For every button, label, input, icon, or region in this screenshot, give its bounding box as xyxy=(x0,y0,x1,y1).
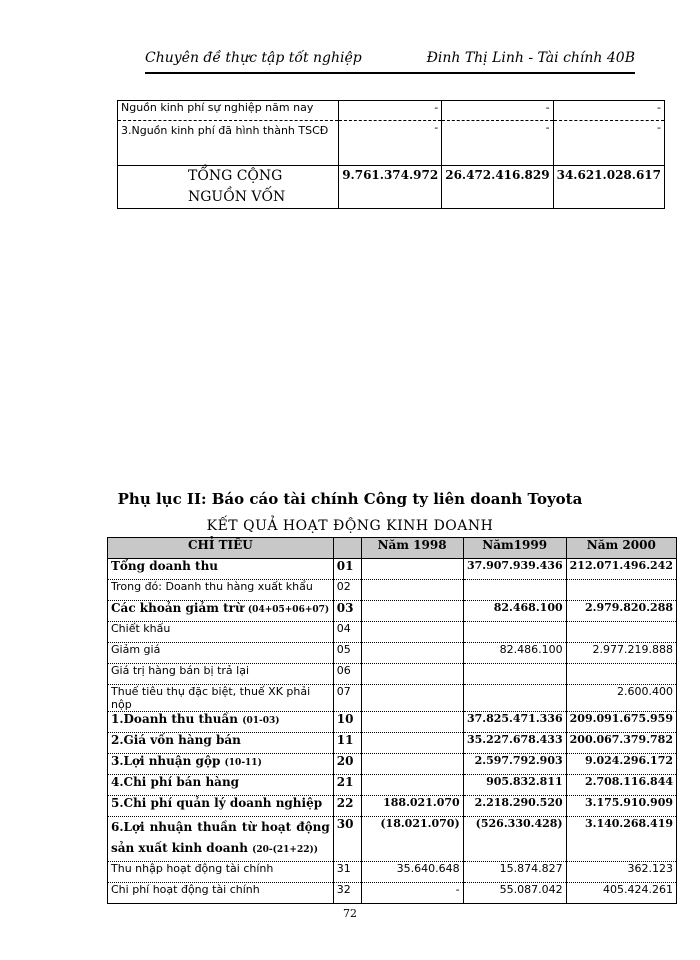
table-row xyxy=(108,775,677,796)
page-number: 72 xyxy=(343,907,357,920)
cell-value-y1998 xyxy=(361,754,463,775)
cell-value-y2000: 9.024.296.172 xyxy=(566,754,676,775)
appendix-title: Phụ lục II: Báo cáo tài chính Công ty liên doanh Toyota xyxy=(117,490,583,508)
row-label xyxy=(108,622,334,643)
cell-value-y2000: 2.708.116.844 xyxy=(566,775,676,796)
row-code: 31 xyxy=(333,862,361,883)
capital-sources-table xyxy=(117,100,665,209)
cell-value-y1998: (18.021.070) xyxy=(361,817,463,862)
row-label xyxy=(108,712,334,733)
row-label-text: Giá trị hàng bán bị trả lại xyxy=(111,664,250,677)
header-2000: Năm 2000 xyxy=(566,538,676,559)
row-label-text: 3.Lợi nhuận gộp xyxy=(111,754,221,768)
header-item: CHỈ TIÊU xyxy=(108,538,334,559)
cell-value-y1999: 2.597.792.903 xyxy=(463,754,566,775)
cell-value-y2000: 405.424.261 xyxy=(566,883,676,904)
table-row xyxy=(108,754,677,775)
cell-value-y2000: 362.123 xyxy=(566,862,676,883)
cell-value-y2000: 2.977.219.888 xyxy=(566,643,676,664)
cell-value-y1998 xyxy=(361,601,463,622)
cell-value-y1998 xyxy=(361,580,463,601)
table-row xyxy=(108,712,677,733)
cell-value-y1998 xyxy=(361,559,463,580)
row-label-text: 1.Doanh thu thuần xyxy=(111,712,239,726)
cell-value-y2000: 212.071.496.242 xyxy=(566,559,676,580)
row-code: 05 xyxy=(333,643,361,664)
row-code: 01 xyxy=(333,559,361,580)
header-left-title: Chuyên đề thực tập tốt nghiệp xyxy=(145,50,362,66)
cell-value-y2000: 2.600.400 xyxy=(566,685,676,712)
table-row xyxy=(108,601,677,622)
row-label xyxy=(108,775,334,796)
row-label-text: Chiết khấu xyxy=(111,622,171,635)
cell-value-y2000: 3.140.268.419 xyxy=(566,817,676,862)
row-label xyxy=(108,559,334,580)
row-label xyxy=(108,601,334,622)
cell-value-y2000 xyxy=(566,622,676,643)
cell-value-y2000 xyxy=(566,664,676,685)
cell-value-y1999 xyxy=(463,580,566,601)
total-value: 9.761.374.972 xyxy=(339,166,442,209)
row-label xyxy=(108,817,334,862)
total-row xyxy=(118,166,665,209)
cell-value-y1999: 35.227.678.433 xyxy=(463,733,566,754)
row-label-text: Giảm giá xyxy=(111,643,161,656)
table-row xyxy=(108,817,677,862)
row-label-text: Thu nhập hoạt động tài chính xyxy=(111,862,274,875)
row-label-text: 6.Lợi nhuận thuần từ hoạt động sản xuất kinh doanh xyxy=(111,820,330,855)
page-header xyxy=(145,44,635,74)
row-code: 07 xyxy=(333,685,361,712)
cell-value-y1998 xyxy=(361,664,463,685)
table-row xyxy=(108,883,677,904)
table-row xyxy=(118,101,665,121)
row-formula: (01-03) xyxy=(242,716,280,726)
table-row xyxy=(108,685,677,712)
cell-value-y2000 xyxy=(566,580,676,601)
cell-value-y2000: 2.979.820.288 xyxy=(566,601,676,622)
row-formula: (04+05+06+07) xyxy=(247,605,330,615)
row-label xyxy=(108,754,334,775)
header-1998: Năm 1998 xyxy=(361,538,463,559)
row-code: 20 xyxy=(333,754,361,775)
cell-value: - xyxy=(442,101,553,121)
cell-value-y1998: 35.640.648 xyxy=(361,862,463,883)
cell-value: - xyxy=(442,121,553,166)
cell-value-y1998: - xyxy=(361,883,463,904)
row-label-text: 2.Giá vốn hàng bán xyxy=(111,733,241,747)
row-code: 06 xyxy=(333,664,361,685)
row-label: Nguồn kinh phí sự nghiệp năm nay xyxy=(118,101,339,121)
row-label xyxy=(108,862,334,883)
cell-value-y1998 xyxy=(361,712,463,733)
table-row xyxy=(108,796,677,817)
cell-value-y2000: 200.067.379.782 xyxy=(566,733,676,754)
row-label xyxy=(108,883,334,904)
table-row xyxy=(108,559,677,580)
row-code: 30 xyxy=(333,817,361,862)
table-row xyxy=(108,664,677,685)
cell-value: - xyxy=(553,121,664,166)
row-code: 11 xyxy=(333,733,361,754)
cell-value-y1998 xyxy=(361,733,463,754)
cell-value-y1999: 55.087.042 xyxy=(463,883,566,904)
row-label xyxy=(108,685,334,712)
row-label xyxy=(108,733,334,754)
row-label-text: Trong đó: Doanh thu hàng xuất khẩu xyxy=(111,580,313,593)
cell-value-y1998 xyxy=(361,775,463,796)
cell-value-y1999: (526.330.428) xyxy=(463,817,566,862)
table-row xyxy=(108,733,677,754)
cell-value-y1998 xyxy=(361,622,463,643)
cell-value-y1998: 188.021.070 xyxy=(361,796,463,817)
cell-value: - xyxy=(339,121,442,166)
cell-value-y1999: 37.907.939.436 xyxy=(463,559,566,580)
header-rule xyxy=(145,72,635,74)
cell-value-y1999 xyxy=(463,664,566,685)
cell-value-y1999: 82.468.100 xyxy=(463,601,566,622)
row-code: 10 xyxy=(333,712,361,733)
total-label: TỔNG CỘNG NGUỒN VỐN xyxy=(118,166,339,209)
table-row xyxy=(108,622,677,643)
income-statement-table xyxy=(107,537,677,904)
row-label xyxy=(108,664,334,685)
row-label xyxy=(108,580,334,601)
row-label xyxy=(108,643,334,664)
cell-value-y2000: 209.091.675.959 xyxy=(566,712,676,733)
row-code: 32 xyxy=(333,883,361,904)
cell-value: - xyxy=(339,101,442,121)
table-row xyxy=(108,862,677,883)
header-right-author: Đinh Thị Linh - Tài chính 40B xyxy=(426,50,635,66)
header-1999: Năm1999 xyxy=(463,538,566,559)
row-label-text: Các khoản giảm trừ xyxy=(111,601,244,615)
table-row xyxy=(108,580,677,601)
row-label xyxy=(108,796,334,817)
header-code xyxy=(333,538,361,559)
row-formula: (10-11) xyxy=(224,758,262,768)
total-value: 26.472.416.829 xyxy=(442,166,553,209)
cell-value-y1999 xyxy=(463,622,566,643)
row-code: 04 xyxy=(333,622,361,643)
row-label-text: Tổng doanh thu xyxy=(111,559,219,573)
cell-value-y2000: 3.175.910.909 xyxy=(566,796,676,817)
cell-value: - xyxy=(553,101,664,121)
row-code: 03 xyxy=(333,601,361,622)
cell-value-y1999: 82.486.100 xyxy=(463,643,566,664)
cell-value-y1999 xyxy=(463,685,566,712)
row-label: 3.Nguồn kinh phí đã hình thành TSCĐ xyxy=(118,121,339,166)
row-formula: (20-(21+22)) xyxy=(252,845,319,855)
report-title: KẾT QUẢ HOẠT ĐỘNG KINH DOANH xyxy=(206,518,494,534)
cell-value-y1999: 905.832.811 xyxy=(463,775,566,796)
row-label-text: 5.Chi phí quản lý doanh nghiệp xyxy=(111,796,323,810)
row-code: 22 xyxy=(333,796,361,817)
cell-value-y1998 xyxy=(361,685,463,712)
cell-value-y1999: 15.874.827 xyxy=(463,862,566,883)
row-label-text: 4.Chi phí bán hàng xyxy=(111,775,240,789)
table-row xyxy=(118,121,665,166)
table-row xyxy=(108,643,677,664)
total-value: 34.621.028.617 xyxy=(553,166,664,209)
cell-value-y1999: 37.825.471.336 xyxy=(463,712,566,733)
row-label-text: Chi phí hoạt động tài chính xyxy=(111,883,260,896)
table-header-row xyxy=(108,538,677,559)
cell-value-y1998 xyxy=(361,643,463,664)
cell-value-y1999: 2.218.290.520 xyxy=(463,796,566,817)
row-code: 02 xyxy=(333,580,361,601)
row-code: 21 xyxy=(333,775,361,796)
row-label-text: Thuế tiêu thụ đặc biệt, thuế XK phải nộp xyxy=(111,685,311,711)
